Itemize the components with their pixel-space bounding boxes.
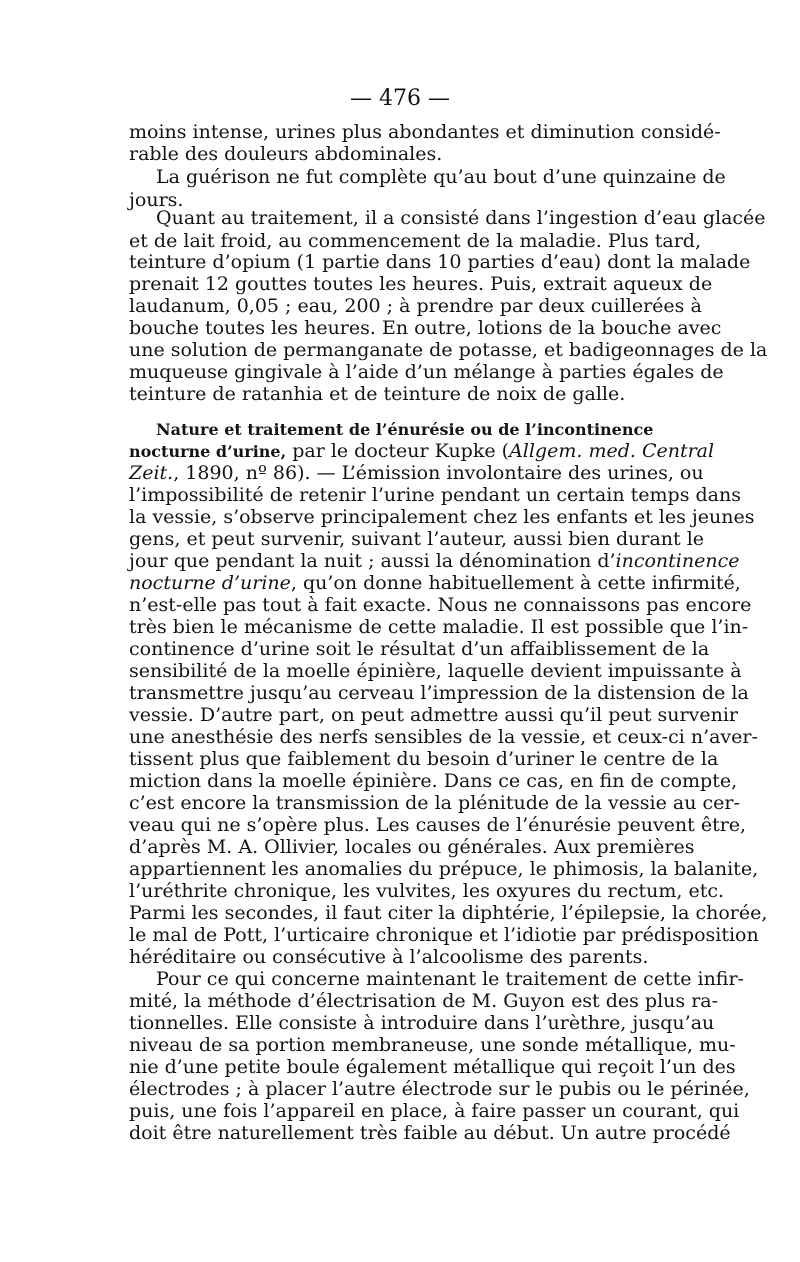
text-line: gens, et peut survenir, suivant l’auteur, aussi bien durant le: [129, 528, 705, 550]
text-line: nie d’une petite boule également métallique qui reçoit l’un des: [129, 1056, 736, 1078]
text-line: d’après M. A. Ollivier, locales ou générales. Aux premières: [129, 836, 695, 858]
text-line: teinture de ratanhia et de teinture de noix de galle.: [129, 383, 626, 405]
text-line: Quant au traitement, il a consisté dans l’ingestion d’eau glacée: [156, 207, 766, 229]
text-line: sensibilité de la moelle épinière, laquelle devient impuissante à: [129, 660, 742, 682]
text-line: héréditaire ou consécutive à l’alcoolisme des parents.: [129, 946, 649, 968]
text-line: Pour ce qui concerne maintenant le traitement de cette infir-: [156, 968, 744, 990]
text-line: la vessie, s’observe principalement chez les enfants et les jeunes: [129, 506, 755, 528]
text-line: transmettre jusqu’au cerveau l’impression de la distension de la: [129, 682, 749, 704]
text-line: veau qui ne s’opère plus. Les causes de l’énurésie peuvent être,: [129, 814, 747, 836]
text-line: une solution de permanganate de potasse, et badigeonnages de la: [129, 339, 768, 361]
article-title: Nature et traitement de l’énurésie ou de l’incontinence: [156, 420, 654, 439]
text-line: moins intense, urines plus abondantes et diminution considé-: [129, 121, 721, 143]
text-line: électrodes ; à placer l’autre électrode sur le pubis ou le périnée,: [129, 1078, 750, 1100]
text-segment: jour que pendant la nuit ; aussi la dénomination d’: [129, 550, 616, 572]
text-line: n’est-elle pas tout à fait exacte. Nous ne connaissons pas encore: [129, 594, 752, 616]
text-line: très bien le mécanisme de cette maladie. Il est possible que l’in-: [129, 616, 749, 638]
article-title-line: [156, 418, 675, 441]
text-line: vessie. D’autre part, on peut admettre aussi qu’il peut survenir: [129, 704, 739, 726]
text-line: mité, la méthode d’électrisation de M. Guyon est des plus ra-: [129, 990, 719, 1012]
text-line: l’uréthrite chronique, les vulvites, les oxyures du rectum, etc.: [129, 880, 725, 902]
text-line: tissent plus que faiblement du besoin d’uriner le centre de la: [129, 748, 719, 770]
italic-term: incontinence: [615, 550, 740, 572]
source-journal-end: Zeit.: [129, 462, 174, 484]
text-line: appartiennent les anomalies du prépuce, le phimosis, la balanite,: [129, 858, 759, 880]
article-title-end: nocturne d’urine,: [129, 442, 287, 461]
italic-term: nocturne d’urine: [129, 572, 291, 594]
text-line: Parmi les secondes, il faut citer la diphtérie, l’épilepsie, la chorée,: [129, 902, 768, 924]
text-line: [129, 462, 704, 484]
text-line: tionnelles. Elle consiste à introduire dans l’urèthre, jusqu’au: [129, 1012, 715, 1034]
author-text: par le docteur Kupke (: [286, 440, 510, 462]
text-line: l’impossibilité de retenir l’urine pendant un certain temps dans: [129, 484, 741, 506]
text-line: teinture d’opium (1 partie dans 10 parties d’eau) dont la malade: [129, 251, 751, 273]
page-number: — 476 —: [350, 86, 450, 111]
text-line: La guérison ne fut complète qu’au bout d’une quinzaine de: [156, 166, 726, 188]
text-segment: , qu’on donne habituellement à cette infirmité,: [290, 572, 741, 594]
text-line: bouche toutes les heures. En outre, lotions de la bouche avec: [129, 317, 722, 339]
text-line: miction dans la moelle épinière. Dans ce cas, en fin de compte,: [129, 770, 738, 792]
text-line: jours.: [129, 189, 184, 211]
text-line: prenait 12 gouttes toutes les heures. Puis, extrait aqueux de: [129, 273, 713, 295]
text-line: continence d’urine soit le résultat d’un affaiblissement de la: [129, 638, 710, 660]
text-line: puis, une fois l’appareil en place, à faire passer un courant, qui: [129, 1100, 740, 1122]
text-line: muqueuse gingivale à l’aide d’un mélange à parties égales de: [129, 361, 724, 383]
text-line: [129, 550, 740, 572]
text-line: [129, 572, 741, 594]
text-line: le mal de Pott, l’urticaire chronique et l’idiotie par prédisposition: [129, 924, 759, 946]
source-journal: Allgem. med. Central: [509, 440, 715, 462]
text-line: rable des douleurs abdominales.: [129, 143, 443, 165]
text-line: niveau de sa portion membraneuse, une sonde métallique, mu-: [129, 1034, 736, 1056]
text-line: une anesthésie des nerfs sensibles de la vessie, et ceux-ci n’aver-: [129, 726, 758, 748]
text-line: c’est encore la transmission de la plénitude de la vessie au cer-: [129, 792, 740, 814]
article-title-line: [129, 440, 715, 463]
source-details: , 1890, nº 86). — L’émission involontaire des urines, ou: [173, 462, 704, 484]
text-line: doit être naturellement très faible au début. Un autre procédé: [129, 1122, 731, 1144]
text-line: laudanum, 0,05 ; eau, 200 ; à prendre par deux cuillerées à: [129, 295, 702, 317]
text-line: et de lait froid, au commencement de la maladie. Plus tard,: [129, 230, 701, 252]
